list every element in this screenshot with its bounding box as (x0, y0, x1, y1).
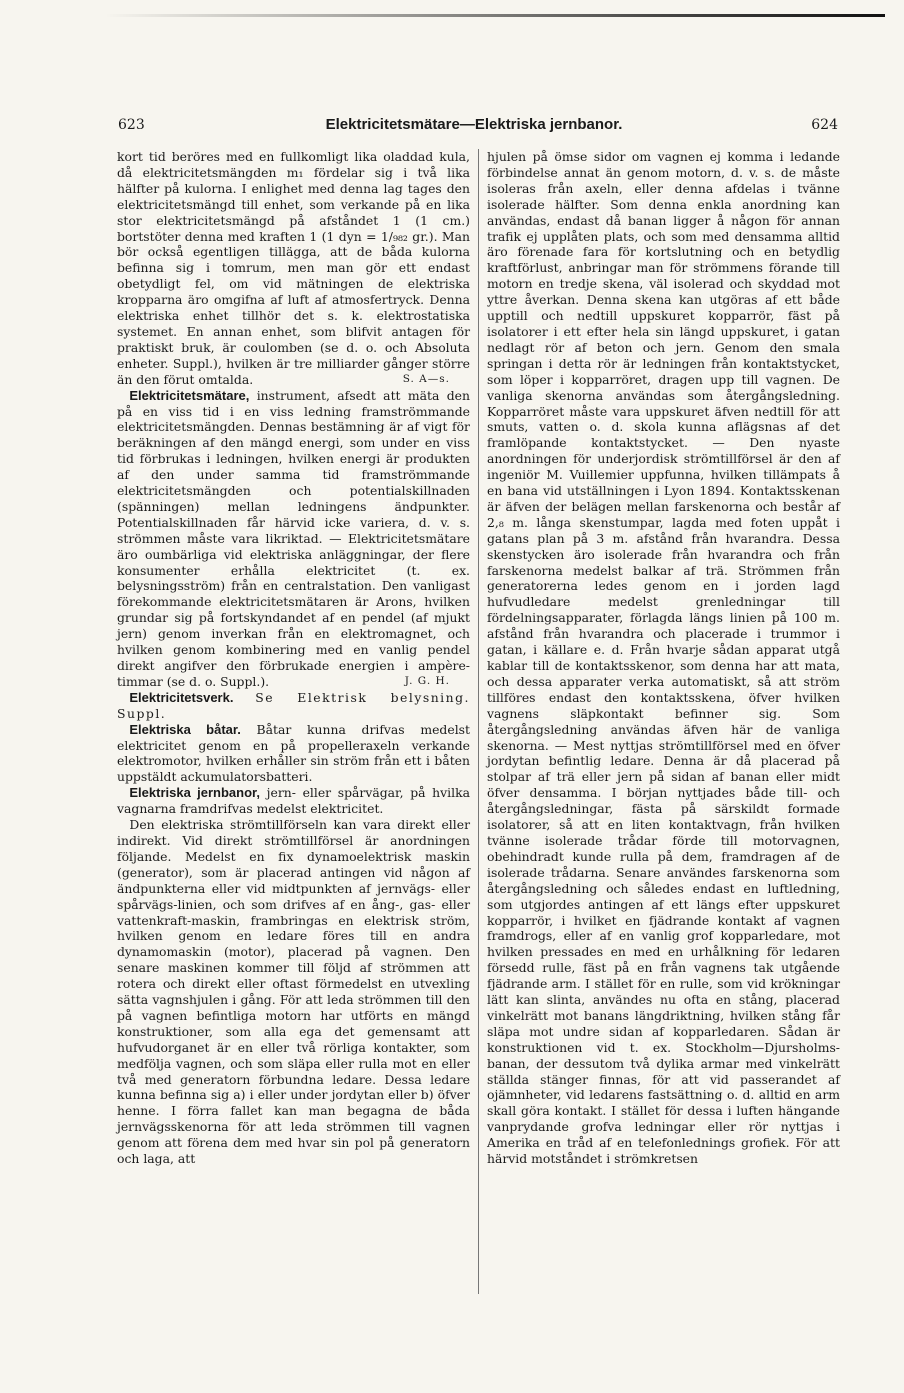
entry-elektriska-batar (117, 722, 470, 786)
paragraph-continuation (117, 149, 470, 388)
entry-text: Båtar kunna drifvas medelst elektricitet genom en på propelleraxeln verkande elektromotor, hvilken erhåller sin ström från ett i båten uppstäldt ackumulatorsbatteri. (117, 721, 470, 785)
entry-text: instrument, afsedt att mäta den på en viss tid i en viss ledning framströmmande elektricitetsmängden. Dennas bestämning är af vigt för beräkningen af den mängd energi, som under en viss tid förbrukas i ledningen, hvilken energi är produkten af den under samma tid framströmmande elektricitetsmängden och potentialskillnaden (spänningen) mellan ledningens ändpunkter. Potentialskillnaden får härvid icke variera, d. v. s. strömmen måste vara likriktad. — Elektricitetsmätare äro oumbärliga vid elektriska anläggningar, der flere konsumenter erhålla elektricitet (t. ex. belysningsström) från en centralstation. Den vanligast förekommande elektricitetsmätaren är Arons, hvilken grundar sig på fortskyndandet af en pendel (af mjukt jern) genom inverkan från en elektromagnet, och hvilken genom kombinering med en vanlig pendel direkt angifver den förbrukade energien i ampère-timmar (se d. o. Suppl.). (117, 387, 470, 689)
top-border-rule (105, 14, 885, 17)
running-title: Elektricitetsmätare—Elektriska jernbanor. (325, 116, 623, 133)
column-divider (478, 149, 479, 1294)
author-signature: S. A—s. (402, 372, 450, 385)
paragraph-body: hjulen på ömse sidor om vagnen ej komma i ledande förbindelse annat än genom motorn, d. v. s. de måste isoleras från axeln, eller denna afdelas i tvänne isolerade hälfter. Som denna enkla anordning kan användas, endast då banan ligger å någon för annan trafik ej upplåten plats, och som med densamma alltid äro förenade fara för kortslutning och en betydlig kraftförlust, anbringar man för strömmens förande till motorn en tredje skena, väl isolerad och skyddad mot yttre åverkan. Denna skena kan utgöras af ett både upptill och nedtill uppskuret kopparrör, fäst på isolatorer i ett efter hela sin längd uppskuret, i gatan nedlagt rör af beton och jern. Genom den smala springan i detta rör är ledningen från kontaktstycket, som löper i kopparröret, dragen upp till vagnen. De vanliga skenorna användas som återgångsledning. Kopparröret måste vara uppskuret äfven nedtill för att smuts, vatten o. d. skola kunna aflägsnas af det framlöpande kontaktstycket. — Den nyaste anordningen för underjordisk strömtillförsel är den af ingeniör M. Vuillemier uppfunna, hvilken tillämpats å en bana vid utställningen i Lyon 1894. Kontaktsskenan är äfven der belägen mellan farskenorna och består af 2,₈ m. långa skenstumpar, lagda med foten uppåt i gatans plan på 3 m. afstånd från hvarandra. Dessa skenstycken äro isolerade från hvarandra och från farskenorna medelst balkar af trä. Strömmen från generatorerna ledes genom en i jorden lagd hufvudledare medelst grenledningar till fördelningsapparater, förlagda längs linien på 100 m. afstånd från hvarandra och placerade i trummor i gatan, i källare e. d. Från hvarje sådan apparat utgå kablar till de kontaktsskenor, som denna har att mata, och dessa apparater verka automatiskt, så att ström tillföres endast den kontaktsskena, öfver hvilken vagnens släpkontakt befinner sig. Som återgångsledning användas äfven här de vanliga skenorna. — Mest nyttjas strömtillförsel med en öfver jordytan befintlig ledare. Denna är då placerad på stolpar af trä eller jern på sidan af banan eller midt öfver densamma. I början nyttjades både till- och återgångsledningar, fästa på särskildt formade isolatorer, så att en liten kontaktvagn, från hvilken tvänne isolerade trådar förde till motorvagnen, obehindradt kunde rulla på dem, framdragen af de isolerade trådarna. Senare användes farskenorna som återgångsledning och således endast en luftledning, som utgjordes antingen af ett längs efter uppskuret kopparrör, i hvilket en fjädrande kontakt af vagnen framdrogs, eller af en vanlig grof kopparledare, mot hvilken pressades en med en urhålkning för ledaren försedd rulle, fäst på en från vagnens tak utgående fjädrande arm. I stället för en rulle, som vid krökningar lätt kan slinta, användes nu ofta en stång, placerad vinkelrätt mot banans längdriktning, hvilken stång får släpa mot undre sidan af kopparledaren. Sådan är konstruktionen vid t. ex. Stockholm—Djursholms-banan, der dessutom två dylika armar med vinkelrätt ställda stänger finnas, för att vid passerandet af ojämnheter, vid ledarens fastsättning o. d. alltid en arm skall göra kontakt. I stället för dessa i luften hängande vanprydande grofva ledningar eller rör nyttjas i Amerika en tråd af en telefonlednings grofiek. För att härvid motståndet i strömkretsen (487, 149, 840, 1167)
entry-headword: Elektriska båtar. (129, 721, 241, 737)
entry-headword: Elektricitetsverk. (129, 689, 234, 705)
page-number-right: 624 (811, 117, 838, 133)
entry-headword: Elektricitetsmätare, (129, 387, 250, 403)
author-signature: J. G. H. (404, 674, 450, 687)
entry-text: jern- eller spårvägar, på hvilka vagnarna framdrifvas medelst elektricitet. (117, 785, 470, 817)
entry-headword: Elektriska jernbanor, (129, 785, 260, 801)
left-column (117, 149, 470, 1167)
paragraph-text: kort tid beröres med en fullkomligt lika oladdad kula, då elektricitetsmängden m₁ fördelar sig i två lika hälfter på kulorna. I enlighet med denna lag tages den elektricitetsmängd till enhet, som verkande på en lika stor elektricitetsmängd på afståndet 1 (1 cm.) bortstöter denna med kraften 1 (1 dyn = 1/₉₈₂ gr.). Man bör också egentligen tillägga, att de båda kulorna befinna sig i tomrum, men man gör ett endast obetydligt fel, om vid mätningen de elektriska kropparna äro omgifna af luft af atmosfertryck. Denna elektriska enhet tillhör det s. k. elektrostatiska systemet. En annan enhet, som blifvit antagen för praktiskt bruk, är coulomben (se d. o. och Absoluta enheter. Suppl.), hvilken är tre milliarder gånger större än den förut omtalda. (117, 149, 470, 387)
entry-elektricitetsmatare (117, 388, 470, 690)
paragraph-body: Den elektriska strömtillförseln kan vara direkt eller indirekt. Vid direkt strömtillförsel är anordningen följande. Medelst en fix dynamoelektrisk maskin (generator), som är placerad antingen vid någon af ändpunkterna eller vid midtpunkten af jernvägs- eller spårvägs-linien, och som drifves af en ång-, gas- eller vattenkraft-maskin, frambringas en elektrisk ström, hvilken genom en ledare föres till en andra dynamomaskin (motor), placerad på vagnen. Den senare maskinen kommer till följd af strömmen att rotera och direkt eller oftast förmedelst en utvexling sätta vagnshjulen i gång. För att leda strömmen till den på vagnen befintliga motorn har utförts en mängd konstruktioner, som alla ega det gemensamt att hufvudorganet är en eller två rörliga kontakter, som medfölja vagnen, och som släpa eller rulla mot en eller två med generatorn förbundna ledare. Dessa ledare kunna befinna sig a) i eller under jordytan eller b) öfver henne. I förra fallet kan man begagna de båda jernvägsskenorna för att leda strömmen till vagnen genom att förena dem med hvar sin pol på generatorn och laga, att (117, 817, 470, 1167)
entry-elektricitetsverk (117, 690, 470, 722)
entry-text: Se Elektrisk belysning. Suppl. (117, 689, 470, 721)
entry-elektriska-jernbanor (117, 785, 470, 817)
page-number-left: 623 (118, 117, 145, 133)
right-column (487, 149, 840, 1167)
page-header (110, 117, 838, 137)
